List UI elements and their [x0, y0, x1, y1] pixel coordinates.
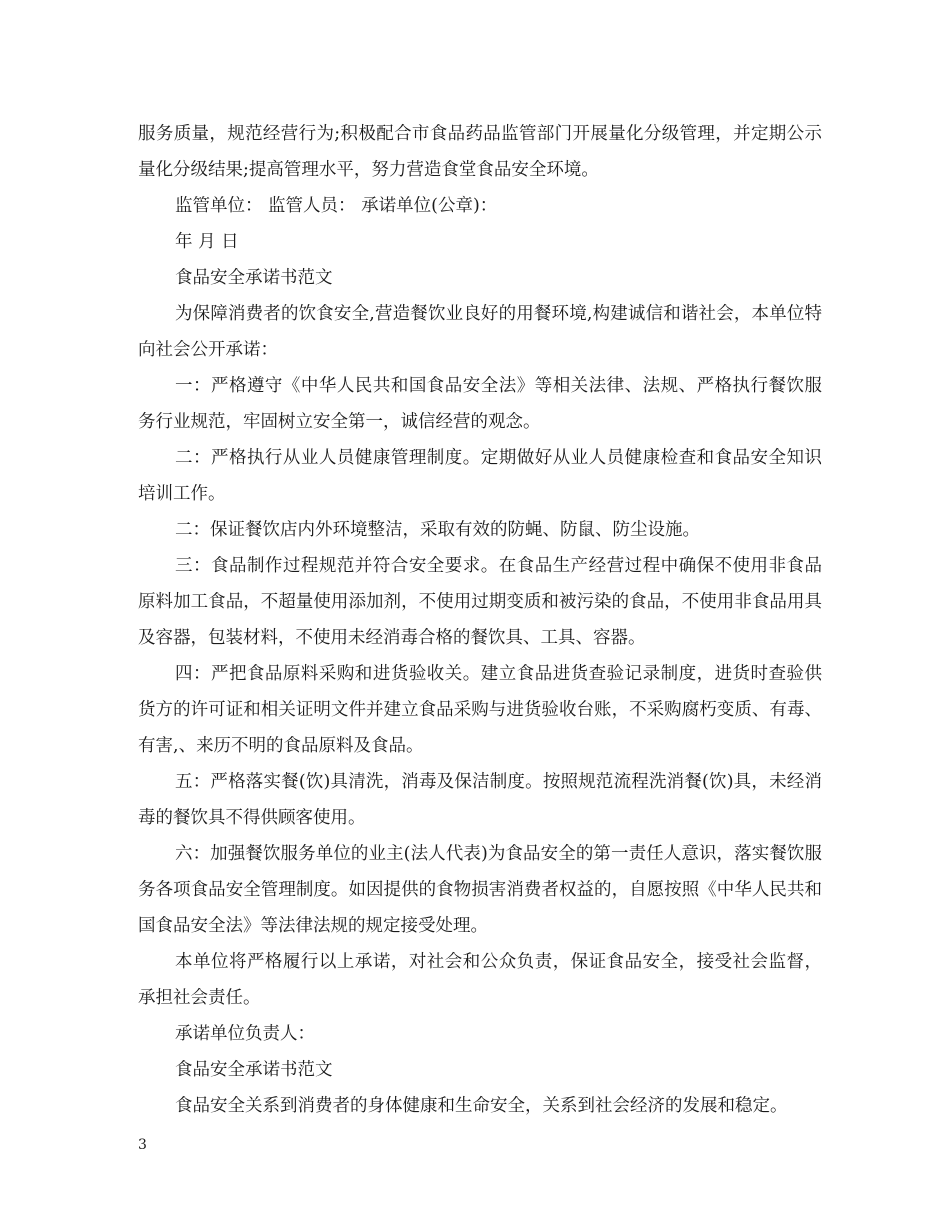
paragraph: 四：严把食品原料采购和进货验收关。建立食品进货查验记录制度，进货时查验供货方的许可证和相关证明文件并建立食品采购与进货验收台账，不采购腐朽变质、有毒、有害,、来历不明的食品原料及食品。 [138, 664, 822, 756]
paragraph: 二：保证餐饮店内外环境整洁，采取有效的防蝇、防鼠、防尘设施。 [175, 520, 700, 540]
paragraph: 二：严格执行从业人员健康管理制度。定期做好从业人员健康检查和食品安全知识培训工作。 [138, 448, 822, 504]
paragraph: 为保障消费者的饮食安全,营造餐饮业良好的用餐环境,构建诚信和谐社会，本单位特向社会公开承诺： [138, 304, 822, 360]
paragraph: 本单位将严格履行以上承诺，对社会和公众负责，保证食品安全，接受社会监督，承担社会责任。 [138, 952, 822, 1008]
signature-line: 承诺单位负责人： [175, 1024, 315, 1044]
section-title: 食品安全承诺书范文 [175, 268, 333, 288]
paragraph: 一：严格遵守《中华人民共和国食品安全法》等相关法律、法规、严格执行餐饮服务行业规范，牢固树立安全第一，诚信经营的观念。 [138, 376, 822, 432]
paragraph: 服务质量，规范经营行为;积极配合市食品药品监管部门开展量化分级管理，并定期公示量化分级结果;提高管理水平，努力营造食堂食品安全环境。 [138, 124, 822, 180]
page-number: 3 [138, 1137, 147, 1153]
paragraph: 五：严格落实餐(饮)具清洗，消毒及保洁制度。按照规范流程洗消餐(饮)具，未经消毒的餐饮具不得供顾客使用。 [138, 772, 822, 828]
paragraph: 三：食品制作过程规范并符合安全要求。在食品生产经营过程中确保不使用非食品原料加工食品，不超量使用添加剂，不使用过期变质和被污染的食品，不使用非食品用具及容器，包装材料，不使用未经消毒合格的餐饮具、工具、容器。 [138, 556, 822, 648]
paragraph: 食品安全关系到消费者的身体健康和生命安全，关系到社会经济的发展和稳定。 [175, 1096, 788, 1116]
date-line: 年 月 日 [175, 232, 239, 252]
document-body [138, 116, 822, 1124]
section-title: 食品安全承诺书范文 [175, 1060, 333, 1080]
paragraph: 六：加强餐饮服务单位的业主(法人代表)为食品安全的第一责任人意识，落实餐饮服务各项食品安全管理制度。如因提供的食物损害消费者权益的，自愿按照《中华人民共和国食品安全法》等法律法规的规定接受处理。 [138, 844, 822, 936]
signature-fields-line: 监管单位： 监管人员： 承诺单位(公章)： [175, 196, 498, 216]
